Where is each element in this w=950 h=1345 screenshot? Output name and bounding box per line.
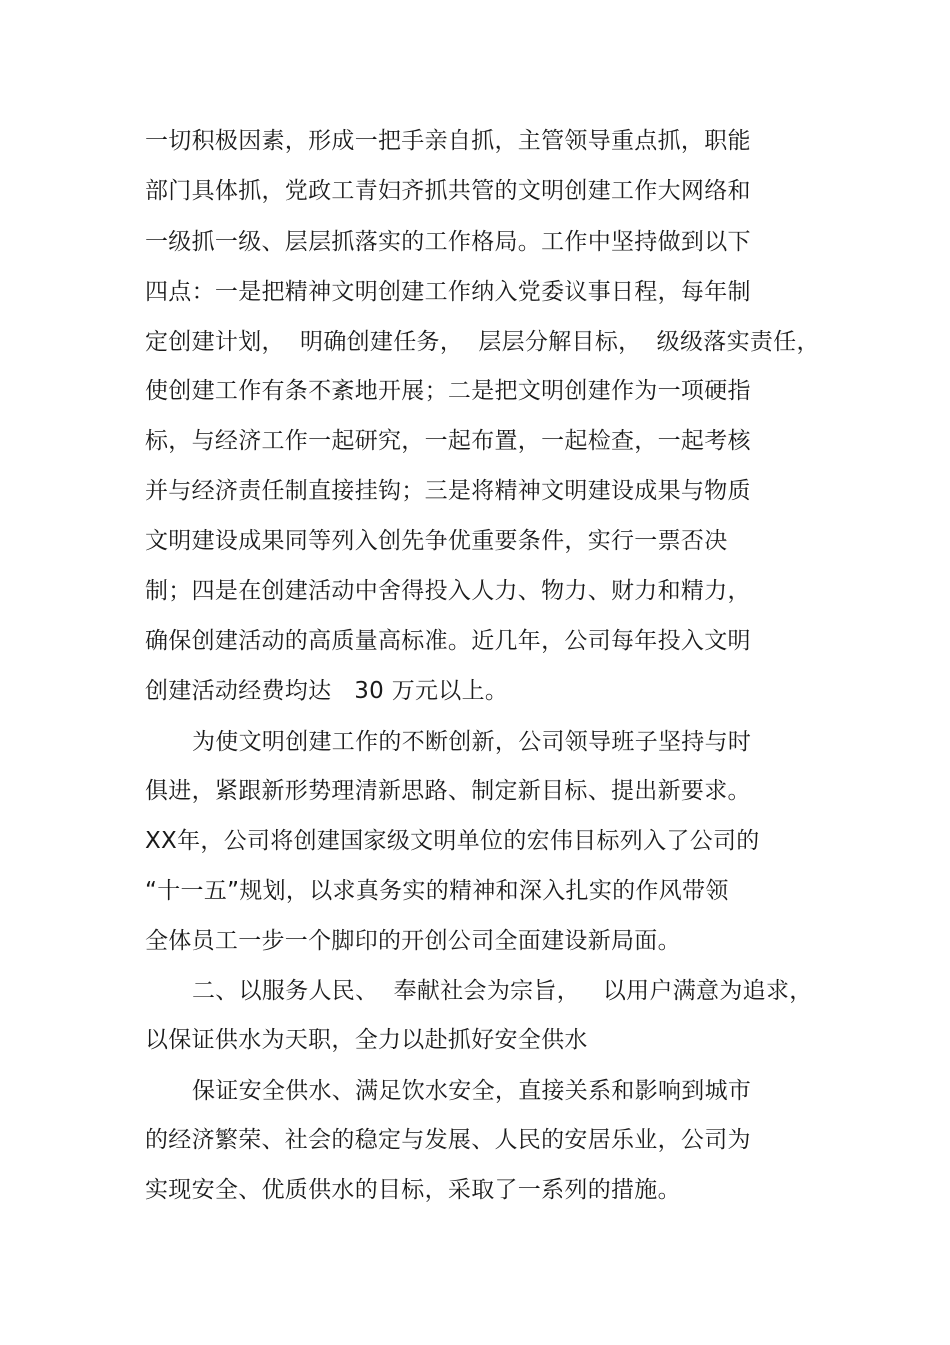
section-heading-line: 以保证供水为天职，全力以赴抓好安全供水: [145, 1027, 588, 1053]
text-line: 四点：一是把精神文明创建工作纳入党委议事日程，每年制: [145, 279, 751, 305]
text-line: 定创建计划， 明确创建任务， 层层分解目标， 级级落实责任，: [145, 329, 820, 355]
text-line: 一级抓一级、层层抓落实的工作格局。工作中坚持做到以下: [145, 229, 751, 255]
text-line: 全体员工一步一个脚印的开创公司全面建设新局面。: [145, 928, 681, 954]
text-line: 使创建工作有条不紊地开展；二是把文明创建作为一项硬指: [145, 378, 751, 404]
text-line: “十一五”规划，以求真务实的精神和深入扎实的作风带领: [145, 878, 729, 904]
text-line: 部门具体抓，党政工青妇齐抓共管的文明创建工作大网络和: [145, 178, 751, 204]
text-line: 并与经济责任制直接挂钩；三是将精神文明建设成果与物质: [145, 478, 751, 504]
text-line: 实现安全、优质供水的目标，采取了一系列的措施。: [145, 1177, 681, 1203]
text-line: 文明建设成果同等列入创先争优重要条件，实行一票否决: [145, 528, 728, 554]
section-heading-line: 二、以服务人民、 奉献社会为宗旨， 以用户满意为追求，: [192, 978, 813, 1004]
text-line: 的经济繁荣、社会的稳定与发展、人民的安居乐业，公司为: [145, 1127, 751, 1153]
text-line: XX年，公司将创建国家级文明单位的宏伟目标列入了公司的: [145, 828, 760, 854]
text-line: 制；四是在创建活动中舍得投入人力、物力、财力和精力，: [145, 578, 751, 604]
text-line: 创建活动经费均达 30 万元以上。: [145, 678, 509, 704]
text-line: 确保创建活动的高质量高标准。近几年，公司每年投入文明: [145, 628, 751, 654]
paragraph-first-line: 保证安全供水、满足饮水安全，直接关系和影响到城市: [192, 1078, 752, 1104]
paragraph-first-line: 为使文明创建工作的不断创新，公司领导班子坚持与时: [192, 729, 752, 755]
text-line: 俱进，紧跟新形势理清新思路、制定新目标、提出新要求。: [145, 778, 751, 804]
text-line: 标，与经济工作一起研究，一起布置，一起检查，一起考核: [145, 428, 751, 454]
text-line: 一切积极因素，形成一把手亲自抓，主管领导重点抓，职能: [145, 128, 751, 154]
